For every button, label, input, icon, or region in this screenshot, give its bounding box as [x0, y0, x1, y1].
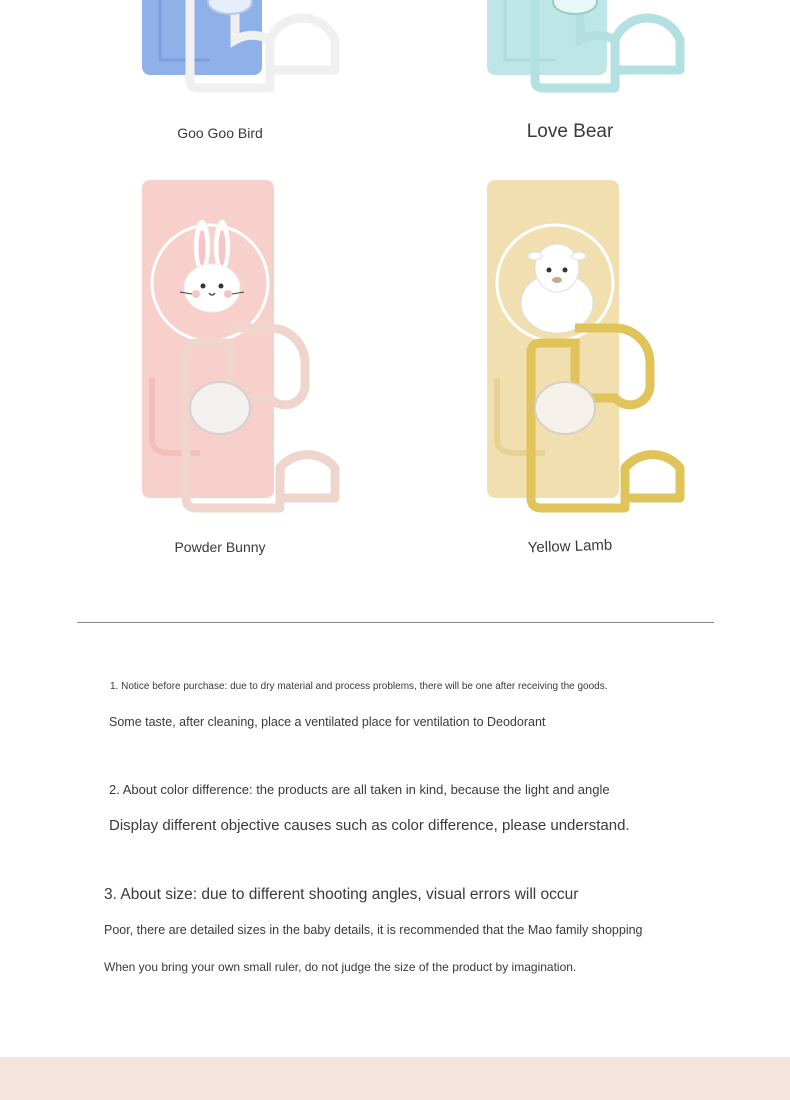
suction-base [535, 382, 595, 434]
product-powder-bunny-image [130, 178, 350, 518]
product-label-powder-bunny: Powder Bunny [174, 539, 266, 555]
footer-band [0, 1057, 790, 1100]
note-3-line-1: 3. About size: due to different shooting angles, visual errors will occur [104, 886, 579, 903]
product-label-love-bear: Love Bear [526, 121, 614, 142]
section-divider [77, 622, 714, 623]
product-label-goo-goo-bird: Goo Goo Bird [177, 125, 263, 141]
note-1-line-1: 1. Notice before purchase: due to dry material and process problems, there will be one after receiving the goods. [110, 681, 608, 692]
lamb-icon [521, 244, 593, 333]
suction-base [190, 382, 250, 434]
product-label-yellow-lamb: Yellow Lamb [527, 536, 613, 557]
product-love-bear-image [475, 0, 695, 95]
product-yellow-lamb-image [475, 178, 695, 518]
note-3-line-2: Poor, there are detailed sizes in the baby details, it is recommended that the Mao family shopping [104, 923, 643, 937]
note-3-line-3: When you bring your own small ruler, do not judge the size of the product by imagination. [104, 960, 577, 974]
note-2-line-2: Display different objective causes such as color difference, please understand. [109, 817, 630, 834]
product-goo-goo-bird-image [130, 0, 350, 95]
note-1-line-2: Some taste, after cleaning, place a ventilated place for ventilation to Deodorant [109, 715, 546, 729]
note-2-line-1: 2. About color difference: the products are all taken in kind, because the light and angle [109, 782, 610, 797]
